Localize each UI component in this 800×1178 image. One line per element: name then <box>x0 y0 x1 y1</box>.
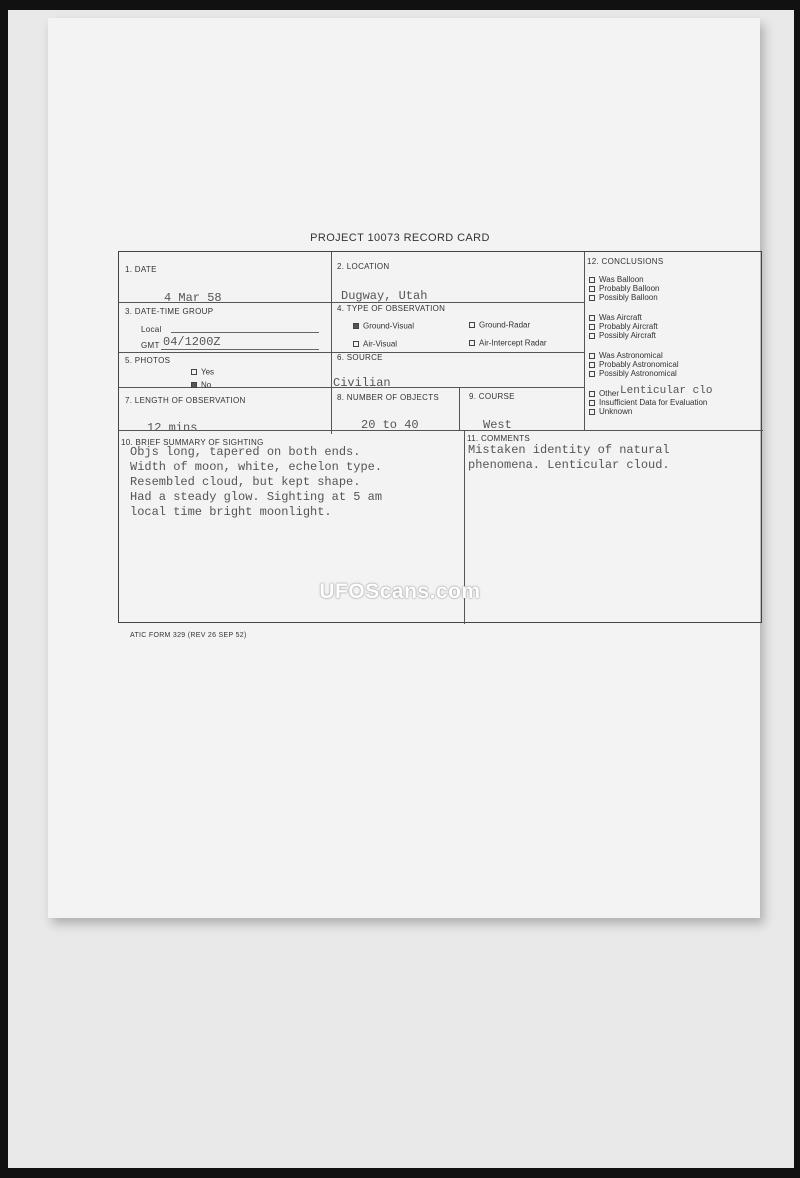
location-label: 2. LOCATION <box>337 262 390 271</box>
card-title: PROJECT 10073 RECORD CARD <box>310 232 490 244</box>
obs-air-intercept-text: Air-Intercept Radar <box>479 338 547 348</box>
obs-type-label: 4. TYPE OF OBSERVATION <box>337 304 446 313</box>
conclusion-text: Was Aircraft <box>599 313 642 322</box>
conclusion-checkbox <box>589 315 595 321</box>
conclusion-item-other <box>589 385 713 398</box>
photos-yes <box>191 367 214 376</box>
comments-text: Mistaken identity of natural phenomena. Lenticular cloud. <box>468 443 670 472</box>
conclusion-checkbox <box>589 286 595 292</box>
conclusion-checkbox <box>589 277 595 283</box>
obs-air-intercept <box>469 338 547 347</box>
conclusion-checkbox <box>589 409 595 415</box>
dtg-gmt-line <box>161 349 319 350</box>
comments-label: 11. COMMENTS <box>467 434 531 443</box>
conclusions-group-astronomical <box>589 351 679 378</box>
obs-ground-visual-checkbox <box>353 323 359 329</box>
obs-ground-visual-text: Ground-Visual <box>363 321 414 331</box>
summary-label: 10. BRIEF SUMMARY OF SIGHTING <box>121 438 264 447</box>
course-value: West <box>483 418 512 432</box>
conclusion-text: Unknown <box>599 407 633 416</box>
dtg-local-label: Local <box>141 325 162 334</box>
number-label: 8. NUMBER OF OBJECTS <box>337 393 440 402</box>
conclusion-checkbox <box>589 371 595 377</box>
photos-label: 5. PHOTOS <box>125 356 171 365</box>
conclusion-text: Possibly Balloon <box>599 293 658 302</box>
dtg-value: 04/1200Z <box>163 335 221 349</box>
obs-ground-radar-text: Ground-Radar <box>479 320 531 330</box>
conclusion-other-label: Other <box>599 389 620 398</box>
photos-yes-text: Yes <box>201 367 215 377</box>
source-label: 6. SOURCE <box>337 353 383 362</box>
conclusion-item <box>589 322 658 331</box>
obs-air-visual <box>353 339 397 348</box>
course-label: 9. COURSE <box>469 392 515 401</box>
obs-air-intercept-checkbox <box>469 340 475 346</box>
conclusions-label: 12. CONCLUSIONS <box>587 257 664 266</box>
conclusion-checkbox <box>589 333 595 339</box>
conclusion-item <box>589 313 658 322</box>
divider-v3 <box>459 387 460 430</box>
record-card-form <box>118 251 762 623</box>
conclusion-item <box>589 351 679 360</box>
source-value: Civilian <box>333 376 391 390</box>
conclusion-item <box>589 331 658 340</box>
dtg-gmt-label: GMT <box>141 341 160 350</box>
conclusion-text: Probably Astronomical <box>599 360 679 369</box>
conclusion-checkbox <box>589 353 595 359</box>
length-label: 7. LENGTH OF OBSERVATION <box>125 396 246 405</box>
obs-ground-radar-checkbox <box>469 322 475 328</box>
conclusion-text: Probably Balloon <box>599 284 660 293</box>
conclusion-item <box>589 398 711 407</box>
date-value: 4 Mar 58 <box>164 291 222 305</box>
date-label: 1. DATE <box>125 265 157 274</box>
conclusion-checkbox <box>589 400 595 406</box>
obs-ground-visual <box>353 321 414 330</box>
photos-no-text: No <box>201 380 212 390</box>
obs-ground-radar <box>469 320 530 329</box>
number-value: 20 to 40 <box>361 418 419 432</box>
conclusion-item <box>589 275 659 284</box>
conclusion-checkbox <box>589 295 595 301</box>
summary-text: Objs long, tapered on both ends. Width of moon, white, echelon type. Resembled cloud, but kept shape. Had a steady glow. Sighting at 5 am local time bright moonlight. <box>130 445 383 519</box>
photos-no-checkbox <box>191 382 197 388</box>
conclusion-item <box>589 369 679 378</box>
divider-h4 <box>119 430 763 431</box>
location-value: Dugway, Utah <box>341 289 428 303</box>
photos-no <box>191 380 211 389</box>
conclusions-group-balloon <box>589 275 659 302</box>
conclusion-other-value: Lenticular clo <box>620 385 713 397</box>
obs-air-visual-checkbox <box>353 341 359 347</box>
form-id: ATIC FORM 329 (REV 26 SEP 52) <box>130 632 247 639</box>
conclusions-group-other <box>589 385 713 416</box>
photos-yes-checkbox <box>191 369 197 375</box>
conclusion-text: Probably Aircraft <box>599 322 658 331</box>
watermark: UFOScans.com <box>319 580 481 603</box>
conclusion-checkbox <box>589 391 595 397</box>
conclusion-item <box>589 293 659 302</box>
conclusions-group-aircraft <box>589 313 658 340</box>
conclusion-item <box>589 407 711 416</box>
obs-air-visual-text: Air-Visual <box>363 339 398 349</box>
divider-v1 <box>331 252 332 434</box>
length-value: 12 mins <box>147 421 198 435</box>
dtg-local-line <box>171 332 319 333</box>
divider-v2 <box>584 252 585 430</box>
conclusion-text: Was Astronomical <box>599 351 663 360</box>
conclusion-checkbox <box>589 324 595 330</box>
conclusion-text: Possibly Astronomical <box>599 369 677 378</box>
conclusion-text: Was Balloon <box>599 275 644 284</box>
conclusion-text: Possibly Aircraft <box>599 331 656 340</box>
conclusion-text: Insufficient Data for Evaluation <box>599 398 708 407</box>
conclusion-item <box>589 284 659 293</box>
conclusion-checkbox <box>589 362 595 368</box>
dtg-label: 3. DATE-TIME GROUP <box>125 307 214 316</box>
conclusion-item <box>589 360 679 369</box>
